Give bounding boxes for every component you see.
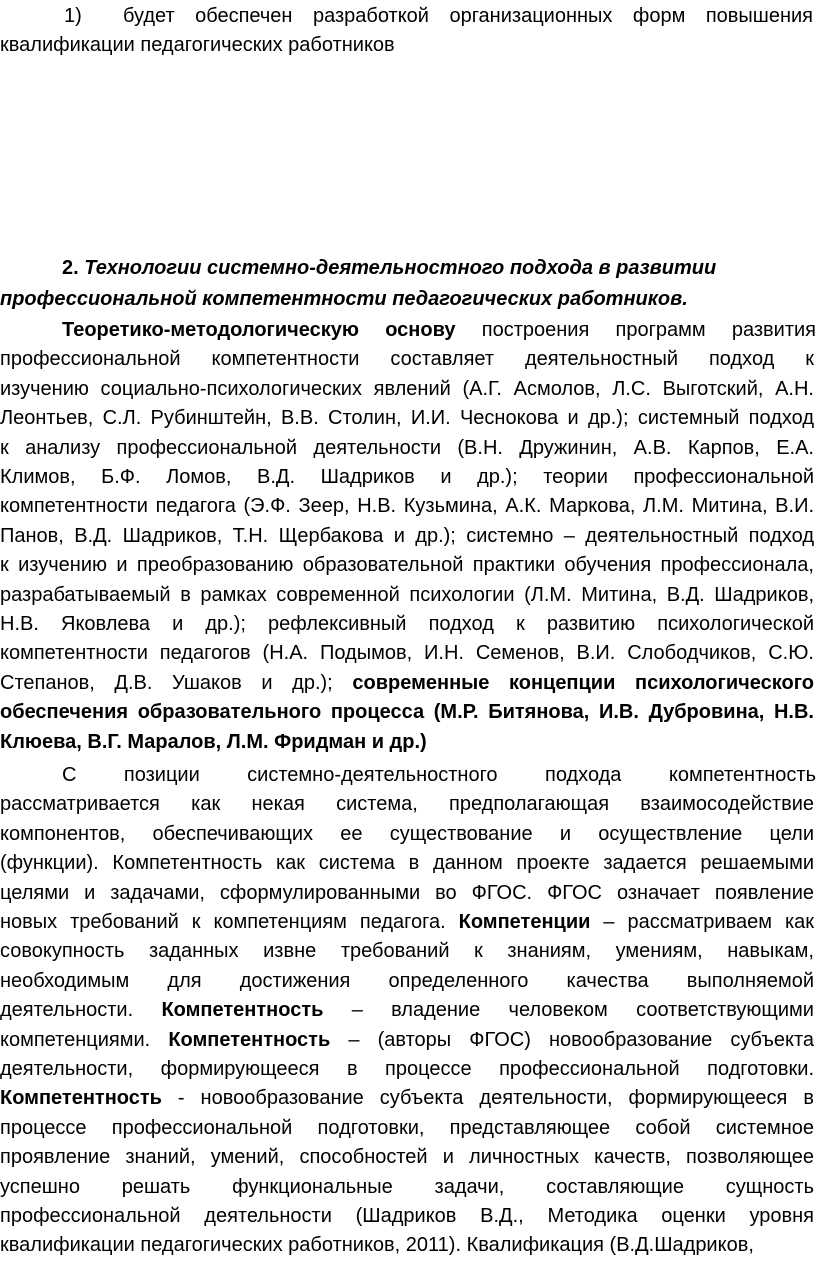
paragraph-line [0,761,816,790]
paragraph-line [0,908,814,937]
paragraph-line [0,551,814,580]
list-item-text: будет обеспечен разработкой организационных форм повышения [123,5,813,27]
paragraph-line [0,698,814,727]
text-run: компетенциями. [0,1028,169,1051]
text-run: успешно решать функциональные задачи, составляющие сущность [0,1175,814,1198]
paragraph-line [0,581,814,610]
text-run: Леонтьев, С.Л. Рубинштейн, В.В. Столин, И.И. Чеснокова и др.); системный подход [0,407,814,430]
paragraph-line [0,849,814,878]
text-run: проявление знаний, умений, способностей и личностных качеств, позволяющее [0,1146,814,1169]
paragraph-line [0,492,814,521]
text-run: к изучению и преобразованию образовательной практики обучения профессионала, [0,554,814,577]
text-run: необходимым для достижения определенного качества выполняемой [0,969,814,992]
bold-term: Клюева, В.Г. Маралов, Л.М. Фридман и др.) [0,730,427,753]
paragraph-line [0,434,814,463]
paragraph-line [0,790,814,819]
paragraph-line [0,522,814,551]
text-run: деятельности, формирующееся в процессе профессиональной подготовки. [0,1058,814,1080]
list-item-text: квалификации педагогических работников [0,34,395,56]
paragraph-line [0,996,814,1025]
paragraph-line [0,1231,814,1260]
text-run: Н.В. Яковлева и др.); рефлексивный подход к развитию психологической [0,613,814,635]
text-run: Климов, Б.Ф. Ломов, В.Д. Шадриков и др.); теории профессиональной [0,466,814,488]
paragraph-line [0,879,814,908]
paragraph-line [0,375,814,404]
paragraph-line [0,1173,814,1202]
text-run: изучению социально-психологических явлений (А.Г. Асмолов, Л.С. Выготский, А.Н. [0,377,814,400]
text-run: компонентов, обеспечивающих ее существование и осуществление цели [0,822,814,845]
text-run: новых требований к компетенциям педагога. [0,911,459,933]
text-run: – владение человеком соответствующими [323,999,814,1022]
paragraph-line [0,1026,814,1055]
text-run: профессиональной деятельности (Шадриков В.Д., Методика оценки уровня [0,1205,814,1227]
section-number: 2. [62,257,79,279]
text-run: разрабатываемый в рамках современной психологии (Л.М. Митина, В.Д. Шадриков, [0,583,814,606]
text-run: Панов, В.Д. Шадриков, Т.Н. Щербакова и др.); системно – деятельностный подход [0,524,814,547]
text-run: деятельности. [0,999,162,1022]
paragraph-line [0,610,814,639]
list-item-number: 1) [64,5,82,27]
text-run: компетентности педагога (Э.Ф. Зеер, Н.В. Кузьмина, А.К. Маркова, Л.М. Митина, В.И. [0,495,814,518]
text-run: компетентности педагогов (Н.А. Подымов, И.Н. Семенов, В.И. Слободчиков, С.Ю. [0,642,814,665]
paragraph-line [0,967,814,996]
text-run: (функции). Компетентность как система в данном проекте задается решаемыми [0,852,814,875]
paragraph-line [0,345,814,374]
text-run: к анализу профессиональной деятельности (В.Н. Дружинин, А.В. Карпов, Е.А. [0,436,814,459]
paragraph-line [0,639,814,668]
text-run: совокупность заданных извне требований к знаниям, умениям, навыкам, [0,940,814,963]
paragraph-line [0,1202,814,1231]
bold-term: Компетентность [168,1028,331,1051]
text-run: – (авторы ФГОС) новообразование субъекта [330,1028,814,1051]
text-run: квалификации педагогических работников, 2011). Квалификация (В.Д.Шадриков, [0,1234,754,1257]
text-run: рассматривается как некая система, предполагающая взаимосодействие [0,793,814,816]
paragraph-line [0,728,814,757]
text-run: Степанов, Д.В. Ушаков и др.); [0,671,353,694]
text-run: процессе профессиональной подготовки, представляющее собой системное [0,1116,814,1139]
bold-term: Теоретико-методологическую основу [62,319,456,341]
bold-term: современные концепции психологического [352,671,814,694]
section-title: профессиональной компетентности педагогических работников. [0,288,688,310]
text-run: – рассматриваем как [590,911,815,933]
paragraph-line [0,820,814,849]
paragraph-line [0,404,814,433]
paragraph-line [0,937,814,966]
bold-term: Компетентность [0,1087,162,1110]
paragraph-line [0,1143,814,1172]
list-item-line [0,31,816,60]
text-run: построения программ развития [455,319,816,341]
bold-term: Компетентность [161,999,324,1022]
text-run: профессиональной компетентности составляет деятельностный подход к [0,348,814,371]
bold-term: Компетенции [458,911,591,933]
section-title: Технологии системно-деятельностного подхода в развитии [84,257,717,279]
paragraph-line [0,463,814,492]
paragraph-line [0,1084,814,1113]
bold-term: обеспечения образовательного процесса (М.Р. Битянова, И.В. Дубровина, Н.В. [0,701,814,724]
section-heading [0,285,816,314]
paragraph-line [0,316,816,345]
text-run: С позиции системно-деятельностного подхода компетентность [62,764,816,786]
paragraph-line [0,669,814,698]
paragraph-line [0,1055,814,1084]
text-run: целями и задачами, сформулированными во ФГОС. ФГОС означает появление [0,881,814,904]
text-run: - новообразование субъекта деятельности, формирующееся в [161,1087,814,1110]
paragraph-line [0,1114,814,1143]
